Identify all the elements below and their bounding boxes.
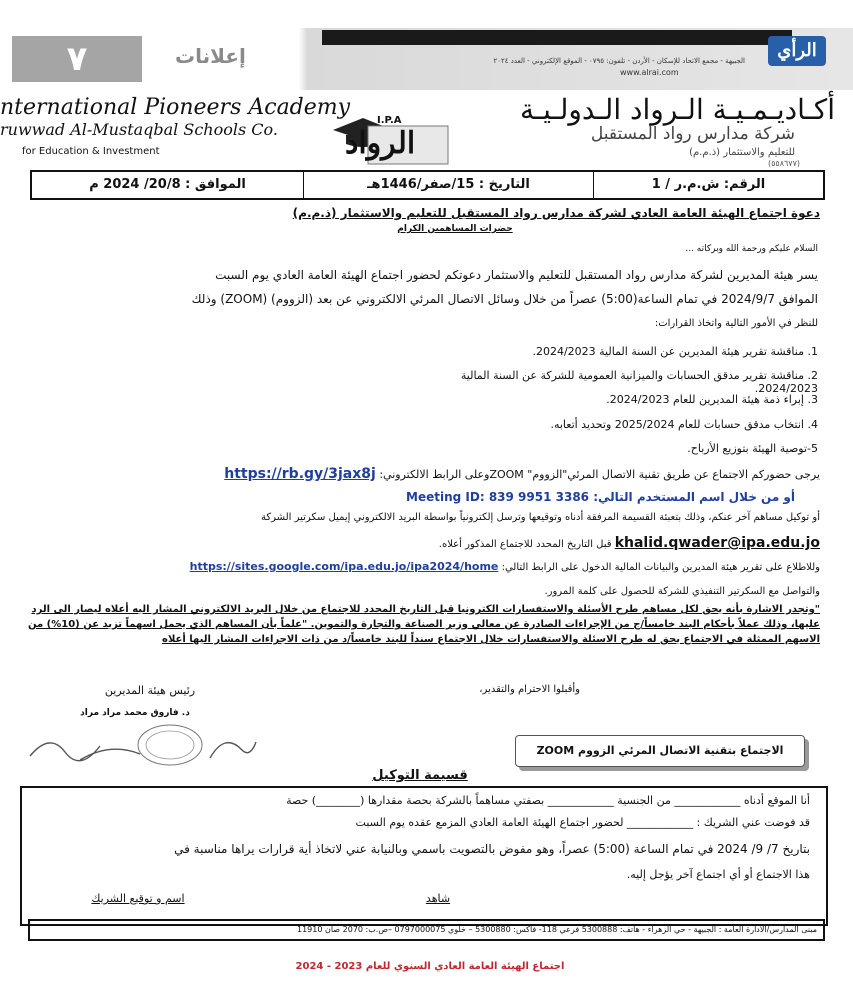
section-number: ٧	[12, 36, 142, 82]
company-name-ar: شركة مدارس رواد المستقبل	[590, 124, 795, 144]
agenda-item: 5-توصية الهيئة بتوزيع الأرباح.	[687, 442, 818, 455]
agenda-item: 1. مناقشة تقرير هيئة المديرين عن السنة المالية 2024/2023.	[532, 345, 818, 358]
header-black-bar	[322, 30, 792, 45]
report-link-text: وللاطلاع على تقرير هيئة المديرين والبيانات المالية الدخول على الرابط التالي:	[501, 562, 820, 573]
hijri-date: التاريخ : 15/صفر/1446هـ	[303, 172, 593, 198]
zoom-meeting-box: الاجتماع بتقنية الاتصال المرئي الزووم ZOOM	[515, 735, 805, 767]
proxy-deadline-text: قبل التاريخ المحدد للاجتماع المذكور أعلاه.	[438, 539, 612, 550]
reference-row	[30, 170, 825, 200]
chair-title: رئيس هيئة المديرين	[104, 684, 196, 697]
company-registration: (٥٥٨٦٧٧)	[767, 159, 800, 168]
secretary-email-link[interactable]: khalid.qwader@ipa.edu.jo	[614, 535, 820, 551]
newspaper-logo: الرأي	[768, 36, 826, 66]
agenda-item: 2. مناقشة تقرير مدقق الحسابات والميزانية العمومية للشركة عن السنة المالية 2024/2023.	[460, 369, 818, 395]
section-title: إعلانات	[175, 44, 246, 68]
gregorian-date: الموافق : 20/8/ 2024 م	[89, 177, 246, 192]
invitation-title: دعوة اجتماع الهيئة العامة العادي لشركة مدارس رواد المستقبل للتعليم والاستثمار (ذ.م.م)	[292, 206, 820, 220]
proxy-info-line: أو توكيل مساهم آخر عنكم، وذلك بتعبئة القسيمة المرفقة أدناه وتوقيعها وترسل إلكترونياً بواسطة البريد الالكتروني إيميل سكرتير الشركة	[261, 512, 820, 523]
invitation-paragraph-1: يسر هيئة المديرين لشركة مدارس رواد المستقبل للتعليم والاستثمار دعوتكم لحضور اجتماع الهيئة العامة العادي يوم السبت	[215, 268, 818, 282]
reference-number: الرقم: ش.م.ر / 1	[593, 172, 823, 198]
partner-signature-label: اسم و توقيع الشريك	[91, 892, 185, 905]
newspaper-website: www.alrai.com	[620, 68, 679, 77]
report-link-line	[30, 560, 820, 573]
invitation-paragraph-3: للنظر في الأمور التالية واتخاذ القرارات:	[654, 318, 818, 329]
zoom-text: يرجى حضوركم الاجتماع عن طريق تقنية الاتصال المرئي"الزووم" ZOOMوعلى الرابط الالكتروني:	[379, 468, 820, 481]
regards: وأقبلوا الاحترام والتقدير،	[479, 684, 580, 695]
proxy-line-2: قد فوضت عني الشريك : ____________ لحضور اجتماع الهيئة العامة العادي المزمع عقده يوم السبت	[355, 816, 810, 829]
agenda-item: 4. انتخاب مدقق حسابات للعام 2025/2024 وتحديد أتعابه.	[550, 418, 818, 431]
logo-arabic-text: الرواد	[345, 126, 416, 161]
meeting-id: أو من خلال اسم المستخدم التالي: Meeting ID: 839 9951 3386	[406, 490, 795, 504]
newspaper-contact: الجبيهة - مجمع الاتحاد للإسكان - الأردن - تلفون: ٠٧٩٥ - الموقع الإلكتروني - العدد ٢٠٢٤	[493, 57, 745, 65]
proxy-info-email-line	[30, 535, 820, 551]
proxy-line-1: أنا الموقع أدناه ____________ من الجنسية ____________ بصفتي مساهماً بالشركة بحصة مقدارها (________) حصة	[286, 794, 810, 807]
academy-name-en: nternational Pioneers Academy	[0, 95, 351, 120]
report-link[interactable]: https://sites.google.com/ipa.edu.jo/ipa2024/home	[189, 560, 499, 573]
proxy-form-title: قسيمة التوكيل	[372, 768, 468, 783]
zoom-link[interactable]: https://rb.gy/3jax8j	[224, 466, 376, 482]
questions-notice: "وتجدر الاشارة بأنه يحق لكل مساهم طرح الأسئلة والاستفسارات الكترونيا قبل التاريخ المحدد للاجتماع من خلال البريد الالكتروني المشار اليه أعلاه ليصار الى الرد عليها، وذلك عملاً بأحكام البند خامساً/ج من الإجراءات الصادرة عن معالي وزير الصناعة والتجارة والتموين. "علماً بأن المساهم الذي يحمل اسهماً تزيد عن (10%) من الاسهم الممثلة في الاجتماع يحق له طرح الاسئلة والاستفسارات خلال الاجتماع سنداً للبند خامساً/د من ذات الاجراءات المشار اليها أعلاه	[27, 604, 820, 645]
chair-name: د. فاروق محمد مراد مراد	[80, 708, 190, 718]
contact-secretary: والتواصل مع السكرتير التنفيذي للشركة للحصول على كلمة المرور.	[544, 586, 820, 597]
proxy-line-3: بتاريخ 7/ 9/ 2024 في تمام الساعة (5:00) عصراً، وهو مفوض بالتصويت باسمي وبالنيابة عني لاتخاذ أية قرارات يراها مناسبة في	[174, 842, 810, 856]
logo-abbreviation: I.P.A	[377, 115, 402, 126]
company-sub-ar: للتعليم والاستثمار (ذ.م.م)	[689, 147, 795, 158]
proxy-form	[20, 786, 828, 926]
company-sub-en: for Education & Investment	[22, 146, 160, 157]
school-address: مبنى المدارس/الادارة العامة : الجبيهة - حي الزهراء - هاتف: 5300888 فرعي 118- فاكس: 5300880 – خلوي 0797000075 –ص.ب: 2070 صان 11910	[28, 919, 825, 941]
agenda-item: 3. إبراء ذمة هيئة المديرين للعام 2024/2023.	[606, 393, 818, 406]
company-name-en: ruwwad Al-Mustaqbal Schools Co.	[0, 120, 278, 139]
proxy-line-4: هذا الاجتماع أو أي اجتماع آخر يؤجل إليه.	[626, 868, 810, 881]
invitation-subtitle: حضرات المساهمين الكرام	[397, 224, 513, 234]
footer-title: اجتماع الهيئة العامة العادي السنوي للعام 2023 - 2024	[295, 961, 565, 972]
academy-name-ar: أكـاديـمـيـة الـرواد الـدولـيـة	[519, 93, 835, 126]
invitation-paragraph-2: الموافق 2024/9/7 في تمام الساعة(5:00) عصراً من خلال وسائل الاتصال المرئي الالكتروني عن بعد (الزووم) (ZOOM) وذلك	[191, 292, 818, 306]
witness-label: شاهد	[425, 892, 451, 905]
signature-and-stamp-icon	[20, 722, 260, 768]
zoom-instructions	[40, 466, 820, 482]
greeting: السلام عليكم ورحمة الله وبركاته ...	[685, 244, 818, 254]
